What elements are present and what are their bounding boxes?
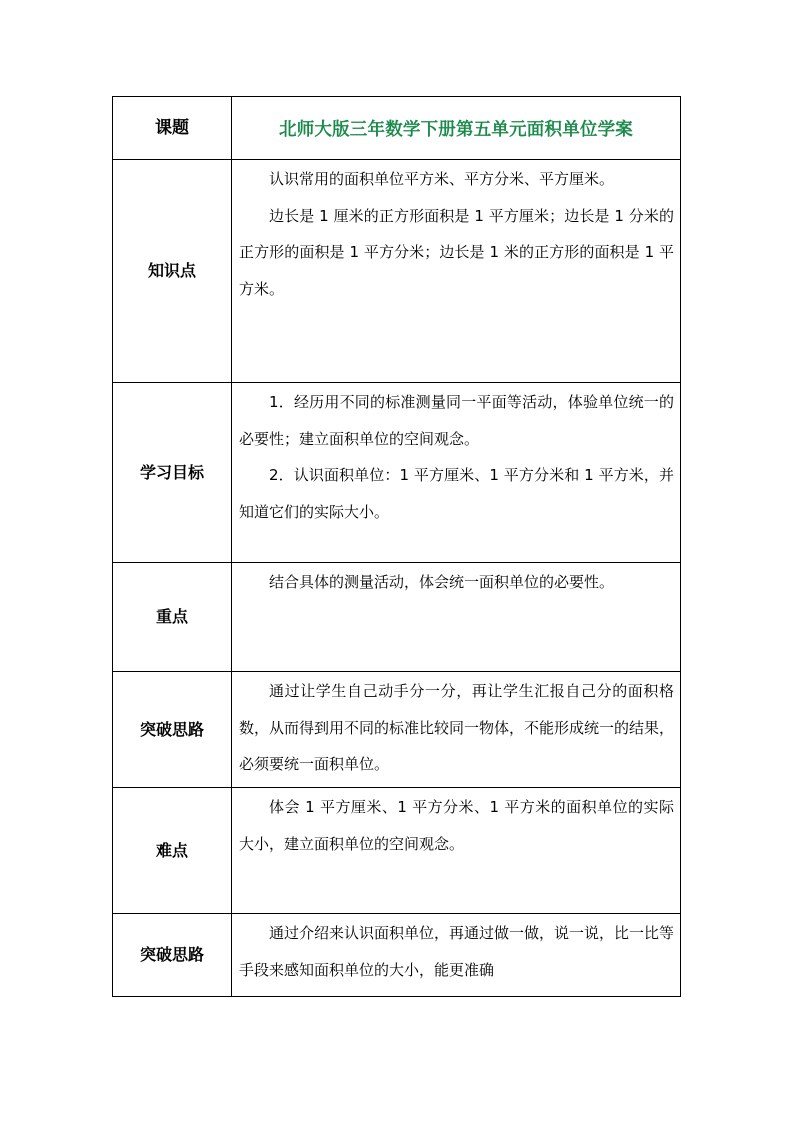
- breakthrough-row-1: [113, 672, 681, 788]
- knowledge-paragraph-2: 边长是 1 厘米的正方形面积是 1 平方厘米；边长是 1 分米的正方形的面积是 1 平方分米；边长是 1 米的正方形的面积是 1 平方米。: [239, 206, 674, 298]
- title-label: 课题: [113, 97, 232, 160]
- learning-goals-row: [113, 383, 681, 563]
- lesson-plan-table: [112, 96, 681, 997]
- breakthrough-label-1: 突破思路: [113, 672, 232, 788]
- difficulty-content: [232, 788, 681, 914]
- key-point-content: [232, 563, 681, 672]
- breakthrough-paragraph-1: 通过让学生自己动手分一分，再让学生汇报自己分的面积格数，从而得到用不同的标准比较同一物体，不能形成统一的结果，必须要统一面积单位。: [239, 682, 675, 773]
- breakthrough-label-2: 突破思路: [113, 914, 232, 997]
- title-row: [113, 97, 681, 160]
- learning-goal-2: 2．认识面积单位：1 平方厘米、1 平方分米和 1 平方米，并知道它们的实际大小。: [239, 466, 674, 521]
- key-point-row: [113, 563, 681, 672]
- knowledge-row: [113, 160, 681, 383]
- key-point-paragraph: 结合具体的测量活动，体会统一面积单位的必要性。: [269, 573, 615, 591]
- difficulty-row: [113, 788, 681, 914]
- difficulty-paragraph: 体会 1 平方厘米、1 平方分米、1 平方米的面积单位的实际大小，建立面积单位的空间观念。: [239, 798, 674, 853]
- knowledge-paragraph-1: 认识常用的面积单位平方米、平方分米、平方厘米。: [269, 170, 615, 188]
- breakthrough-row-2: [113, 914, 681, 997]
- key-point-label: 重点: [113, 563, 232, 672]
- learning-goals-label: 学习目标: [113, 383, 232, 563]
- knowledge-label: 知识点: [113, 160, 232, 383]
- difficulty-label: 难点: [113, 788, 232, 914]
- learning-goals-content: [232, 383, 681, 563]
- learning-goal-1: 1．经历用不同的标准测量同一平面等活动，体验单位统一的必要性；建立面积单位的空间观念。: [239, 393, 674, 448]
- breakthrough-content-2: [232, 914, 681, 997]
- lesson-title: 北师大版三年数学下册第五单元面积单位学案: [232, 97, 681, 160]
- breakthrough-content-1: [232, 672, 681, 788]
- knowledge-content: [232, 160, 681, 383]
- breakthrough-paragraph-2: 通过介绍来认识面积单位，再通过做一做，说一说，比一比等手段来感知面积单位的大小，能更准确: [239, 924, 675, 979]
